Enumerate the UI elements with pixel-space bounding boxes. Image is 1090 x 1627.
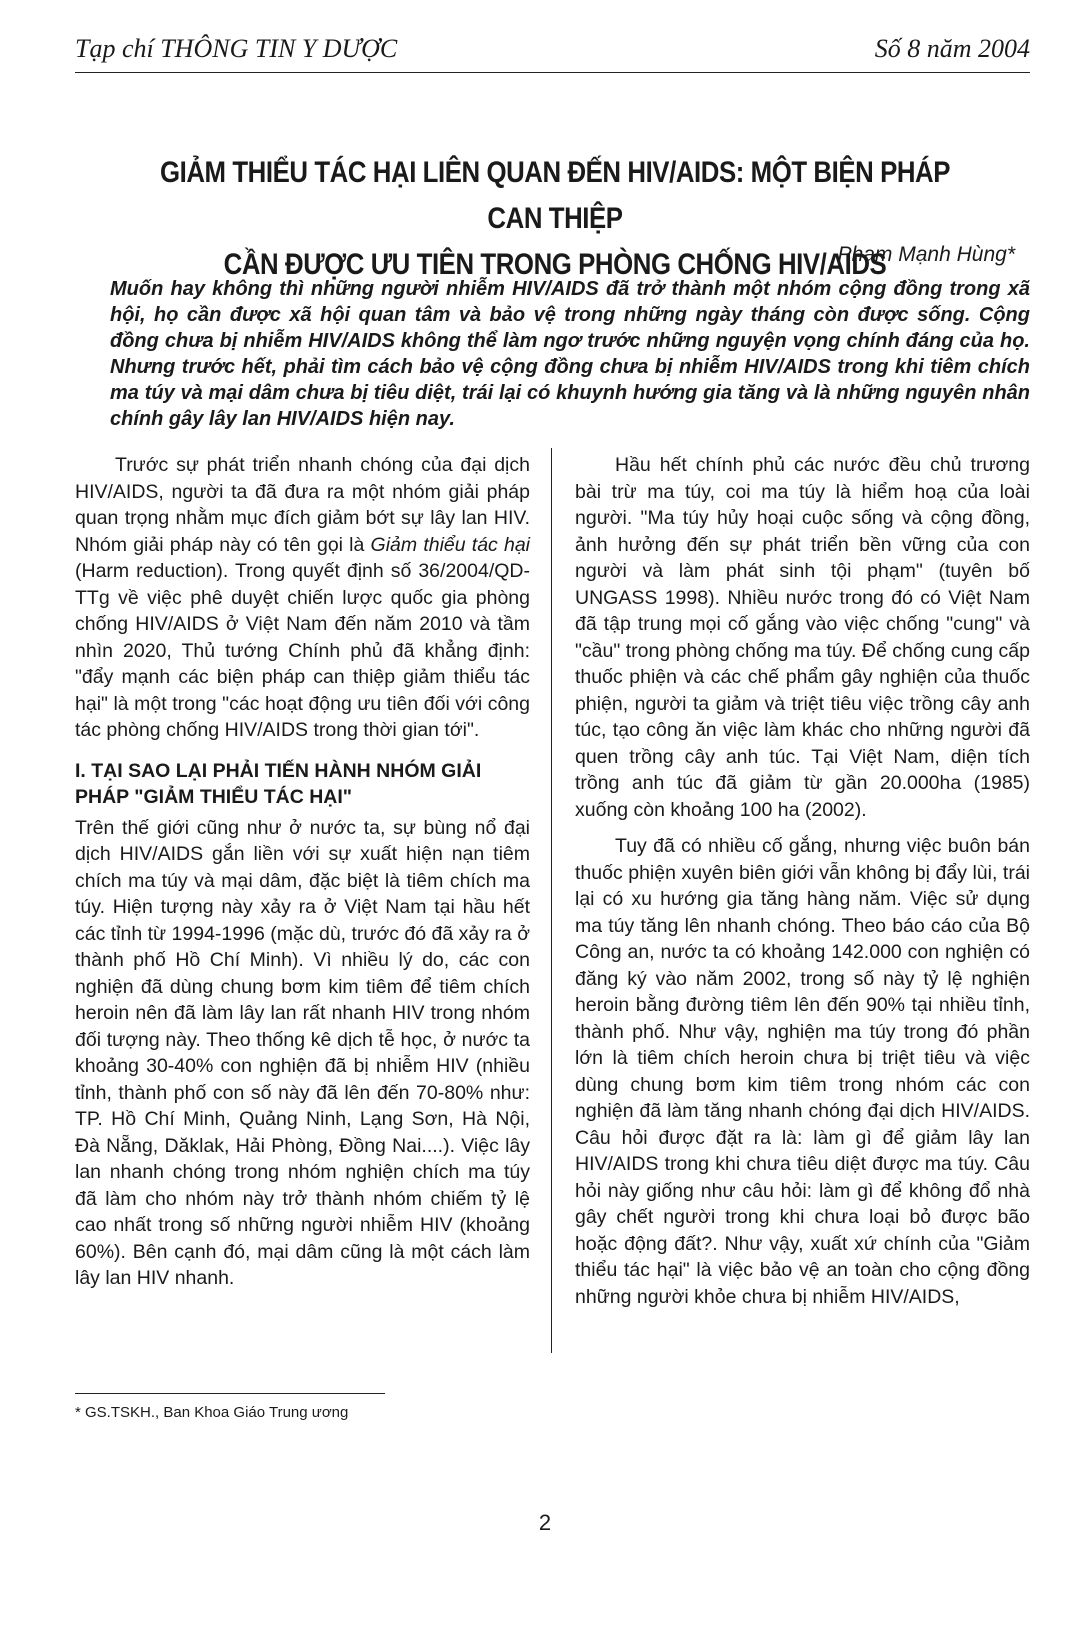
right-column (575, 452, 1030, 1320)
intro-paragraph (75, 452, 530, 744)
title-line-1: GIẢM THIỂU TÁC HẠI LIÊN QUAN ĐẾN HIV/AIDS: MỘT BIỆN PHÁP CAN THIỆP (159, 156, 951, 235)
title-line-2: CẦN ĐƯỢC ƯU TIÊN TRONG PHÒNG CHỐNG HIV/AIDS (223, 248, 887, 281)
article-title (147, 150, 964, 288)
issue-number: Số 8 năm 2004 (874, 34, 1030, 63)
page-number: 2 (538, 1510, 552, 1535)
intro-text-start: Trước sự phát triển nhanh chóng của đại dịch HIV/AIDS, người ta đã đưa ra một nhóm giải pháp quan trọng nhằm mục đích giảm bớt sự lây lan HIV. Nhóm giải pháp này có tên gọi là (75, 454, 530, 556)
left-column (75, 452, 530, 1302)
journal-name: Tạp chí THÔNG TIN Y DƯỢC (75, 34, 398, 63)
footnote: * GS.TSKH., Ban Khoa Giáo Trung ương (75, 1404, 349, 1421)
column-divider (551, 448, 552, 1353)
intro-italic-term: Giảm thiểu tác hại (370, 533, 530, 556)
intro-text-end: (Harm reduction). Trong quyết định số 36/2004/QD-TTg về việc phê duyệt chiến lược quốc gia phòng chống HIV/AIDS ở Việt Nam đến năm 2010 và tầm nhìn 2020, Thủ tướng Chính phủ đã khẳng định: "đẩy mạnh các biện pháp can thiệp giảm thiểu tác hại" là một trong "các hoạt động ưu tiên đối với công tác phòng chống HIV/AIDS trong thời gian tới". (75, 560, 530, 741)
footnote-rule (75, 1393, 385, 1394)
section-heading: I. TẠI SAO LẠI PHẢI TIẾN HÀNH NHÓM GIẢI PHÁP "GIẢM THIỂU TÁC HẠI" (75, 759, 482, 808)
abstract: Muốn hay không thì những người nhiễm HIV/AIDS đã trở thành một nhóm cộng đồng trong xã hội, họ cần được xã hội quan tâm và bảo vệ trong những ngày tháng còn được sống. Cộng đồng chưa bị nhiễm HIV/AIDS không thể làm ngơ trước những nguyện vọng chính đáng của họ. Nhưng trước hết, phải tìm cách bảo vệ cộng đồng chưa bị nhiễm HIV/AIDS trong khi tiêm chích ma túy và mại dâm chưa bị tiêu diệt, trái lại có khuynh hướng gia tăng và là những nguyên nhân chính gây lây lan HIV/AIDS hiện nay. (110, 278, 1030, 430)
section-paragraph: Trên thế giới cũng như ở nước ta, sự bùng nổ đại dịch HIV/AIDS gắn liền với sự xuất hiện nạn tiêm chích ma túy và mại dâm, đặc biệt là tiêm chích ma túy. Hiện tượng này xảy ra ở Việt Nam tại hầu hết các tỉnh từ 1994-1996 (mặc dù, trước đó đã xảy ra ở thành phố Hồ Chí Minh). Vì nhiều lý do, các con nghiện đã dùng chung bơm kim tiêm để tiêm chích heroin nên đã làm lây lan rất nhanh HIV trong nhóm đối tượng này. Theo thống kê dịch tễ học, ở nước ta khoảng 30-40% con nghiện đã bị nhiễm HIV (nhiều tỉnh, thành phố con số này đã lên đến 70-80% như: TP. Hồ Chí Minh, Quảng Ninh, Lạng Sơn, Hà Nội, Đà Nẵng, Dăklak, Hải Phòng, Đồng Nai....). Việc lây lan nhanh chóng trong nhóm nghiện chích ma túy đã làm cho nhóm này trở thành nhóm chiếm tỷ lệ cao nhất trong số những người nhiễm HIV (khoảng 60%). Bên cạnh đó, mại dâm cũng là một cách làm lây lan HIV nhanh. (75, 816, 530, 1289)
right-paragraph-1: Hầu hết chính phủ các nước đều chủ trương bài trừ ma túy, coi ma túy là hiểm hoạ của loài người. "Ma túy hủy hoại cuộc sống và cộng đồng, ảnh hưởng đến sự phát triển bền vững của con người và làm phát sinh tội phạm" (tuyên bố UNGASS 1998). Nhiều nước trong đó có Việt Nam đã tập trung mọi cố gắng vào việc chống "cung" và "cầu" trong phòng chống ma túy. Để chống cung cấp thuốc phiện và các chế phẩm gây nghiện của thuốc phiện, người ta giảm và triệt tiêu việc trồng cây anh túc, tạo công ăn việc làm khác cho những người đã quen trồng cây anh túc. Tại Việt Nam, diện tích trồng anh túc đã giảm từ gần 20.000ha (1985) xuống còn khoảng 100 ha (2002). (575, 454, 1030, 821)
right-paragraph-2: Tuy đã có nhiều cố gắng, nhưng việc buôn bán thuốc phiện xuyên biên giới vẫn không bị đẩy lùi, trái lại có xu hướng gia tăng hàng năm. Việc sử dụng ma túy tăng lên nhanh chóng. Theo báo cáo của Bộ Công an, nước ta có khoảng 142.000 con nghiện có đăng ký vào năm 2002, trong số này tỷ lệ nghiện heroin bằng đường tiêm lên đến 90% tại nhiều tỉnh, thành phố. Như vậy, nghiện ma túy trong đó phần lớn là tiêm chích heroin chưa bị triệt tiêu và việc dùng chung bơm kim tiêm trong nhóm các con nghiện đã làm tăng nhanh chóng đại dịch HIV/AIDS. Câu hỏi được đặt ra là: làm gì để giảm lây lan HIV/AIDS trong khi chưa tiêu diệt được ma túy. Câu hỏi này giống như câu hỏi: làm gì để không đổ nhà gây chết người trong khi chưa loại bỏ được bão hoặc động đất?. Như vậy, xuất xứ chính của "Giảm thiểu tác hại" là việc bảo vệ an toàn cho cộng đồng những người khỏe chưa bị nhiễm HIV/AIDS, (575, 835, 1030, 1308)
author-name: Phạm Mạnh Hùng* (837, 243, 1015, 266)
running-header (75, 28, 1030, 73)
